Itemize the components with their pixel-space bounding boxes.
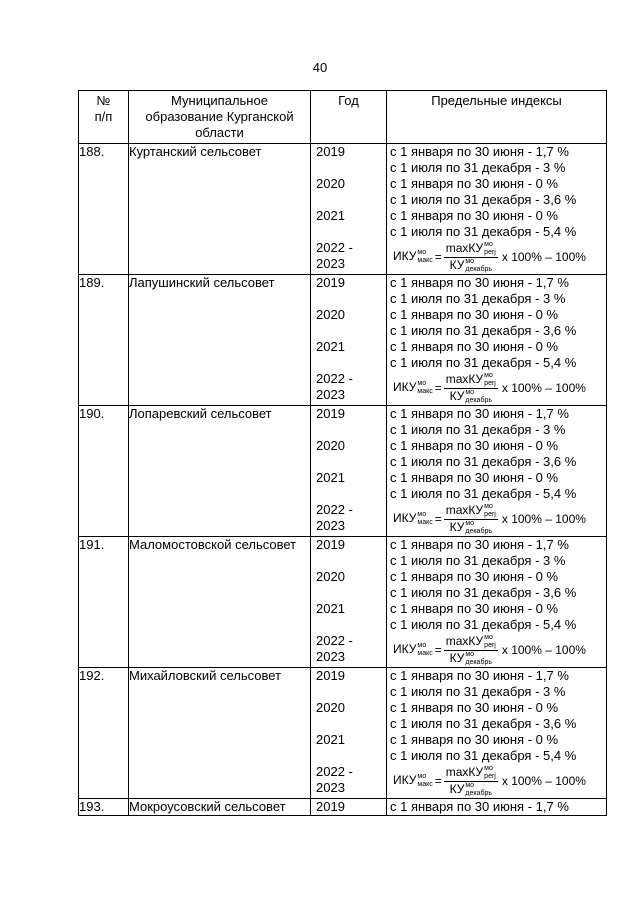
year-cell [311,668,387,799]
index-formula [387,371,606,405]
year-label [311,224,386,240]
index-line: с 1 июля по 31 декабря - 3 % [390,422,566,437]
formula-lhs-text: ИКУ [393,249,417,264]
formula-num-sub: perj [484,510,496,518]
formula-lhs-text: ИКУ [393,642,417,657]
index-formula [387,633,606,667]
formula-lhs-text: ИКУ [393,511,417,526]
year-label: 2022 - 2023 [316,371,353,402]
year-label: 2020 [316,307,345,322]
index-line: с 1 января по 30 июня - 0 % [390,438,559,453]
index-line: с 1 января по 30 июня - 0 % [390,307,559,322]
formula-lhs-sup: мо [417,773,427,780]
year-label: 2021 [316,470,345,485]
formula-denominator [450,520,492,536]
year-label [311,585,386,601]
formula-rest: x 100% – 100% [501,381,586,395]
formula-num-text: maxКУ [445,371,484,386]
formula-num-sup: мо [484,502,493,510]
year-label [311,291,386,307]
formula-equals: = [434,774,442,788]
table-header-row [79,91,607,144]
index-line: с 1 января по 30 июня - 1,7 % [390,799,569,814]
index-line: с 1 июля по 31 декабря - 3,6 % [390,716,577,731]
year-label: 2021 [316,732,345,747]
formula-numerator [444,372,498,389]
index-line: с 1 января по 30 июня - 0 % [390,732,559,747]
formula-lhs-indices [417,380,432,396]
formula-lhs-sub: макс [417,388,433,395]
year-label: 2022 - 2023 [316,633,353,664]
header-num: № п/п [79,91,129,144]
formula-den-indices [465,389,492,405]
year-label: 2019 [316,537,345,552]
index-line: с 1 июля по 31 декабря - 3,6 % [390,192,577,207]
formula-num-indices [484,372,496,388]
formula-fraction [444,765,498,798]
formula-rest: x 100% – 100% [501,643,586,657]
indices-cell [387,144,607,275]
formula-num-sub: perj [484,772,496,780]
index-line: с 1 июля по 31 декабря - 3 % [390,291,566,306]
indices-cell [387,537,607,668]
index-line: с 1 января по 30 июня - 1,7 % [390,668,569,683]
year-label [311,355,386,371]
formula-lhs-sup: мо [417,511,427,518]
year-cell [311,537,387,668]
municipality-name: Лопаревский сельсовет [129,406,311,537]
year-label: 2020 [316,700,345,715]
year-label [311,192,386,208]
formula-numerator [444,241,498,258]
formula-equals: = [434,250,442,264]
formula-fraction [444,634,498,667]
index-line: с 1 января по 30 июня - 0 % [390,470,559,485]
year-label [311,160,386,176]
formula-num-sub: perj [484,641,496,649]
index-line: с 1 января по 30 июня - 0 % [390,601,559,616]
year-label: 2019 [316,275,345,290]
index-line: с 1 июля по 31 декабря - 3,6 % [390,454,577,469]
municipality-name: Михайловский сельсовет [129,668,311,799]
formula-lhs [393,773,433,789]
formula-lhs-text: ИКУ [393,380,417,395]
index-line: с 1 июля по 31 декабря - 3 % [390,553,566,568]
formula-num-indices [484,241,496,257]
indices-table [78,90,607,816]
formula-num-sub: perj [484,379,496,387]
index-formula [387,764,606,798]
formula-lhs-sup: мо [417,642,427,649]
formula-lhs-sup: мо [417,380,427,387]
table-row [79,144,607,275]
formula-den-sub: декабрь [465,396,492,404]
formula-den-text: КУ [449,519,465,534]
year-label: 2022 - 2023 [316,240,353,271]
formula-den-sup: мо [465,781,475,789]
municipality-name: Куртанский сельсовет [129,144,311,275]
formula-den-sub: декабрь [465,527,492,535]
formula-den-indices [465,782,492,798]
formula-den-text: КУ [449,257,465,272]
year-cell [311,275,387,406]
formula-equals: = [434,381,442,395]
index-line: с 1 января по 30 июня - 1,7 % [390,144,569,159]
index-line: с 1 июля по 31 декабря - 5,4 % [390,748,577,763]
formula-denominator [450,258,492,274]
indices-cell [387,406,607,537]
formula-denominator [450,651,492,667]
formula-lhs-indices [417,249,432,265]
year-label [311,716,386,732]
table-row [79,668,607,799]
formula-rest: x 100% – 100% [501,774,586,788]
index-line: с 1 января по 30 июня - 0 % [390,208,559,223]
year-label: 2019 [316,668,345,683]
formula-num-indices [484,765,496,781]
formula-lhs-indices [417,511,432,527]
formula-num-sup: мо [484,240,493,248]
year-label [311,454,386,470]
formula-den-sub: декабрь [465,658,492,666]
year-cell [311,406,387,537]
formula-num-text: maxКУ [445,502,484,517]
formula-equals: = [434,512,442,526]
row-number: 189. [79,275,129,406]
formula-lhs-indices [417,773,432,789]
formula-den-text: КУ [449,650,465,665]
year-label: 2021 [316,339,345,354]
formula-rest: x 100% – 100% [501,250,586,264]
year-label: 2019 [316,799,345,814]
year-label: 2019 [316,144,345,159]
year-label [311,323,386,339]
formula-lhs [393,642,433,658]
year-label: 2020 [316,176,345,191]
table-row [79,406,607,537]
year-label [311,748,386,764]
formula-num-indices [484,634,496,650]
index-line: с 1 января по 30 июня - 0 % [390,339,559,354]
index-formula [387,502,606,536]
year-label: 2020 [316,438,345,453]
index-line: с 1 июля по 31 декабря - 5,4 % [390,224,577,239]
index-line: с 1 июля по 31 декабря - 3 % [390,684,566,699]
formula-num-sup: мо [484,371,493,379]
year-label: 2019 [316,406,345,421]
formula-num-sup: мо [484,633,493,641]
index-line: с 1 января по 30 июня - 0 % [390,569,559,584]
formula-den-sup: мо [465,650,475,658]
index-line: с 1 июля по 31 декабря - 3,6 % [390,585,577,600]
formula-num-text: maxКУ [445,633,484,648]
indices-cell [387,799,607,816]
row-number: 188. [79,144,129,275]
formula-den-indices [465,651,492,667]
formula-num-sup: мо [484,764,493,772]
formula-denominator [450,389,492,405]
formula-den-text: КУ [449,388,465,403]
formula-numerator [444,634,498,651]
index-line: с 1 января по 30 июня - 1,7 % [390,406,569,421]
index-line: с 1 января по 30 июня - 1,7 % [390,275,569,290]
formula-den-indices [465,520,492,536]
formula-den-sup: мо [465,257,475,265]
year-cell [311,144,387,275]
table-row [79,799,607,816]
table-row [79,275,607,406]
municipality-name: Лапушинский сельсовет [129,275,311,406]
year-cell [311,799,387,816]
municipality-name: Маломостовской сельсовет [129,537,311,668]
formula-lhs-sub: макс [417,519,433,526]
header-indices: Предельные индексы [387,91,607,144]
formula-equals: = [434,643,442,657]
formula-den-text: КУ [449,781,465,796]
formula-lhs-text: ИКУ [393,773,417,788]
formula-fraction [444,503,498,536]
header-year: Год [311,91,387,144]
formula-lhs [393,380,433,396]
row-number: 190. [79,406,129,537]
formula-den-sup: мо [465,388,475,396]
formula-lhs-sub: макс [417,257,433,264]
formula-den-sup: мо [465,519,475,527]
row-number: 191. [79,537,129,668]
formula-num-text: maxКУ [445,764,484,779]
header-municipality: Муниципальное образование Курганской области [129,91,311,144]
formula-lhs [393,249,433,265]
year-label: 2020 [316,569,345,584]
year-label: 2022 - 2023 [316,502,353,533]
formula-fraction [444,372,498,405]
year-label [311,422,386,438]
formula-numerator [444,765,498,782]
index-line: с 1 января по 30 июня - 1,7 % [390,537,569,552]
formula-rest: x 100% – 100% [501,512,586,526]
formula-lhs [393,511,433,527]
indices-cell [387,668,607,799]
index-line: с 1 июля по 31 декабря - 5,4 % [390,486,577,501]
row-number: 193. [79,799,129,816]
formula-num-indices [484,503,496,519]
formula-lhs-sup: мо [417,249,427,256]
year-label: 2022 - 2023 [316,764,353,795]
year-label: 2021 [316,208,345,223]
index-line: с 1 января по 30 июня - 0 % [390,700,559,715]
indices-cell [387,275,607,406]
table-row [79,537,607,668]
index-line: с 1 июля по 31 декабря - 3 % [390,160,566,175]
formula-num-text: maxКУ [445,240,484,255]
formula-fraction [444,241,498,274]
index-line: с 1 июля по 31 декабря - 3,6 % [390,323,577,338]
index-line: с 1 июля по 31 декабря - 5,4 % [390,355,577,370]
index-line: с 1 января по 30 июня - 0 % [390,176,559,191]
formula-den-sub: декабрь [465,789,492,797]
index-line: с 1 июля по 31 декабря - 5,4 % [390,617,577,632]
formula-lhs-indices [417,642,432,658]
formula-lhs-sub: макс [417,650,433,657]
municipality-name: Мокроусовский сельсовет [129,799,311,816]
page-number: 40 [312,60,328,75]
formula-num-sub: perj [484,248,496,256]
year-label: 2021 [316,601,345,616]
formula-lhs-sub: макс [417,781,433,788]
row-number: 192. [79,668,129,799]
year-label [311,684,386,700]
formula-den-indices [465,258,492,274]
index-formula [387,240,606,274]
formula-numerator [444,503,498,520]
formula-den-sub: декабрь [465,265,492,273]
year-label [311,617,386,633]
year-label [311,553,386,569]
year-label [311,486,386,502]
formula-denominator [450,782,492,798]
